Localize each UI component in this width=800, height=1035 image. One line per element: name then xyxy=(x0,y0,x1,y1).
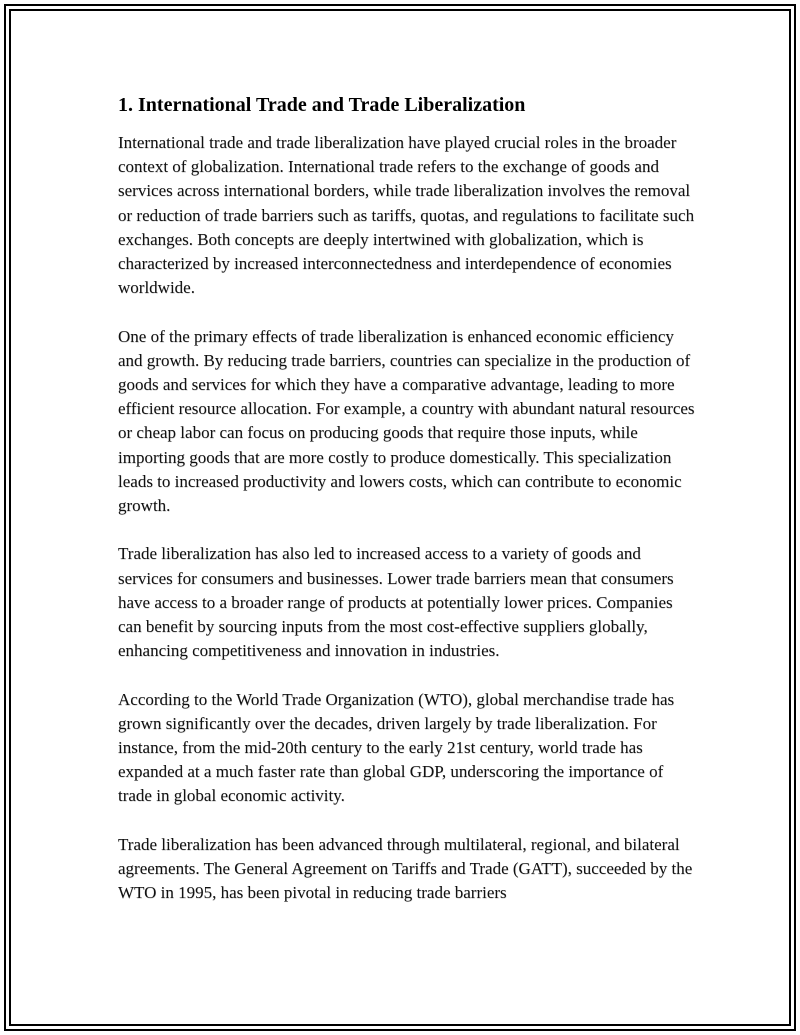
section-heading: 1. International Trade and Trade Liberalization xyxy=(118,94,526,116)
paragraph-4: According to the World Trade Organization (WTO), global merchandise trade has grown significantly over the decades, driven largely by trade liberalization. For instance, from the mid-20th century to the early 21st century, world trade has expanded at a much faster rate than global GDP, underscoring the importance of trade in global economic activity. xyxy=(118,689,675,806)
page-frame xyxy=(4,4,796,1031)
paragraph-5: Trade liberalization has been advanced through multilateral, regional, and bilateral agreements. The General Agreement on Tariffs and Trade (GATT), succeeded by the WTO in 1995, has been pivotal in reducing trade barriers xyxy=(118,834,693,903)
paragraph-1: International trade and trade liberalization have played crucial roles in the broader context of globalization. International trade refers to the exchange of goods and services across international borders, while trade liberalization involves the removal or reduction of trade barriers such as tariffs, quotas, and regulations to facilitate such exchanges. Both concepts are deeply intertwined with globalization, which is characterized by increased interconnectedness and interdependence of economies worldwide. xyxy=(118,133,695,298)
document-body xyxy=(118,92,698,930)
paragraph-3: Trade liberalization has also led to increased access to a variety of goods and services for consumers and businesses. Lower trade barriers mean that consumers have access to a broader range of products at potentially lower prices. Companies can benefit by sourcing inputs from the most cost-effective suppliers globally, enhancing competitiveness and innovation in industries. xyxy=(118,544,674,661)
paragraph-2: One of the primary effects of trade liberalization is enhanced economic efficiency and growth. By reducing trade barriers, countries can specialize in the production of goods and services for which they have a comparative advantage, leading to more efficient resource allocation. For example, a country with abundant natural resources or cheap labor can focus on producing goods that require those inputs, while importing goods that are more costly to produce domestically. This specialization leads to increased productivity and lowers costs, which can contribute to economic growth. xyxy=(118,326,695,516)
